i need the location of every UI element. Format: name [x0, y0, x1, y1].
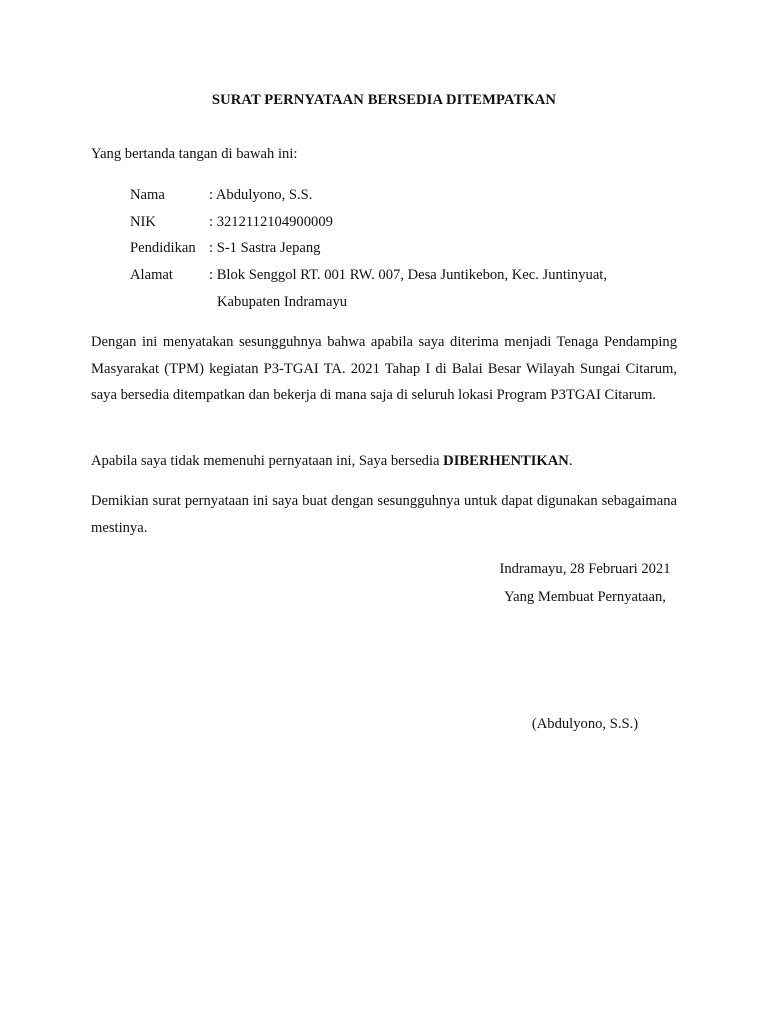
consequence-suffix: .	[568, 453, 573, 469]
address-continuation: Kabupaten Indramayu	[217, 293, 348, 310]
identity-value: : S-1 Sastra Jepang	[209, 240, 321, 257]
closing-paragraph: Demikian surat pernyataan ini saya buat dengan sesungguhnya untuk dapat digunakan sebagaimana mestinya.	[91, 493, 677, 536]
signature-block	[470, 555, 700, 611]
place-date: Indramayu, 28 Februari 2021	[499, 561, 671, 577]
identity-label: Nama	[130, 187, 165, 203]
intro-text: Yang bertanda tangan di bawah ini:	[91, 146, 298, 162]
identity-label: Pendidikan	[130, 240, 196, 257]
identity-value: : Blok Senggol RT. 001 RW. 007, Desa Juntikebon, Kec. Juntinyuat,	[209, 267, 607, 284]
consequence-text: Apabila saya tidak memenuhi pernyataan ini, Saya bersedia	[91, 453, 444, 469]
statement-paragraph: Dengan ini menyatakan sesungguhnya bahwa apabila saya diterima menjadi Tenaga Pendamping Masyarakat (TPM) kegiatan P3-TGAI TA. 2021 Tahap I di Balai Besar Wilayah Sungai Citarum, saya bersedia ditempatkan dan bekerja di mana saja di seluruh lokasi Program P3TGAI Citarum.	[91, 334, 677, 404]
identity-value: : Abdulyono, S.S.	[209, 187, 313, 203]
identity-label: Alamat	[130, 267, 173, 284]
consequence-paragraph	[91, 448, 677, 475]
identity-label: NIK	[130, 213, 156, 230]
consequence-emphasis: DIBERHENTIKAN	[443, 453, 569, 469]
signer-name: (Abdulyono, S.S.)	[531, 716, 639, 732]
closing-line: Yang Membuat Pernyataan,	[504, 589, 666, 605]
document-title: SURAT PERNYATAAN BERSEDIA DITEMPATKAN	[211, 92, 557, 108]
identity-value: : 3212112104900009	[209, 213, 333, 230]
